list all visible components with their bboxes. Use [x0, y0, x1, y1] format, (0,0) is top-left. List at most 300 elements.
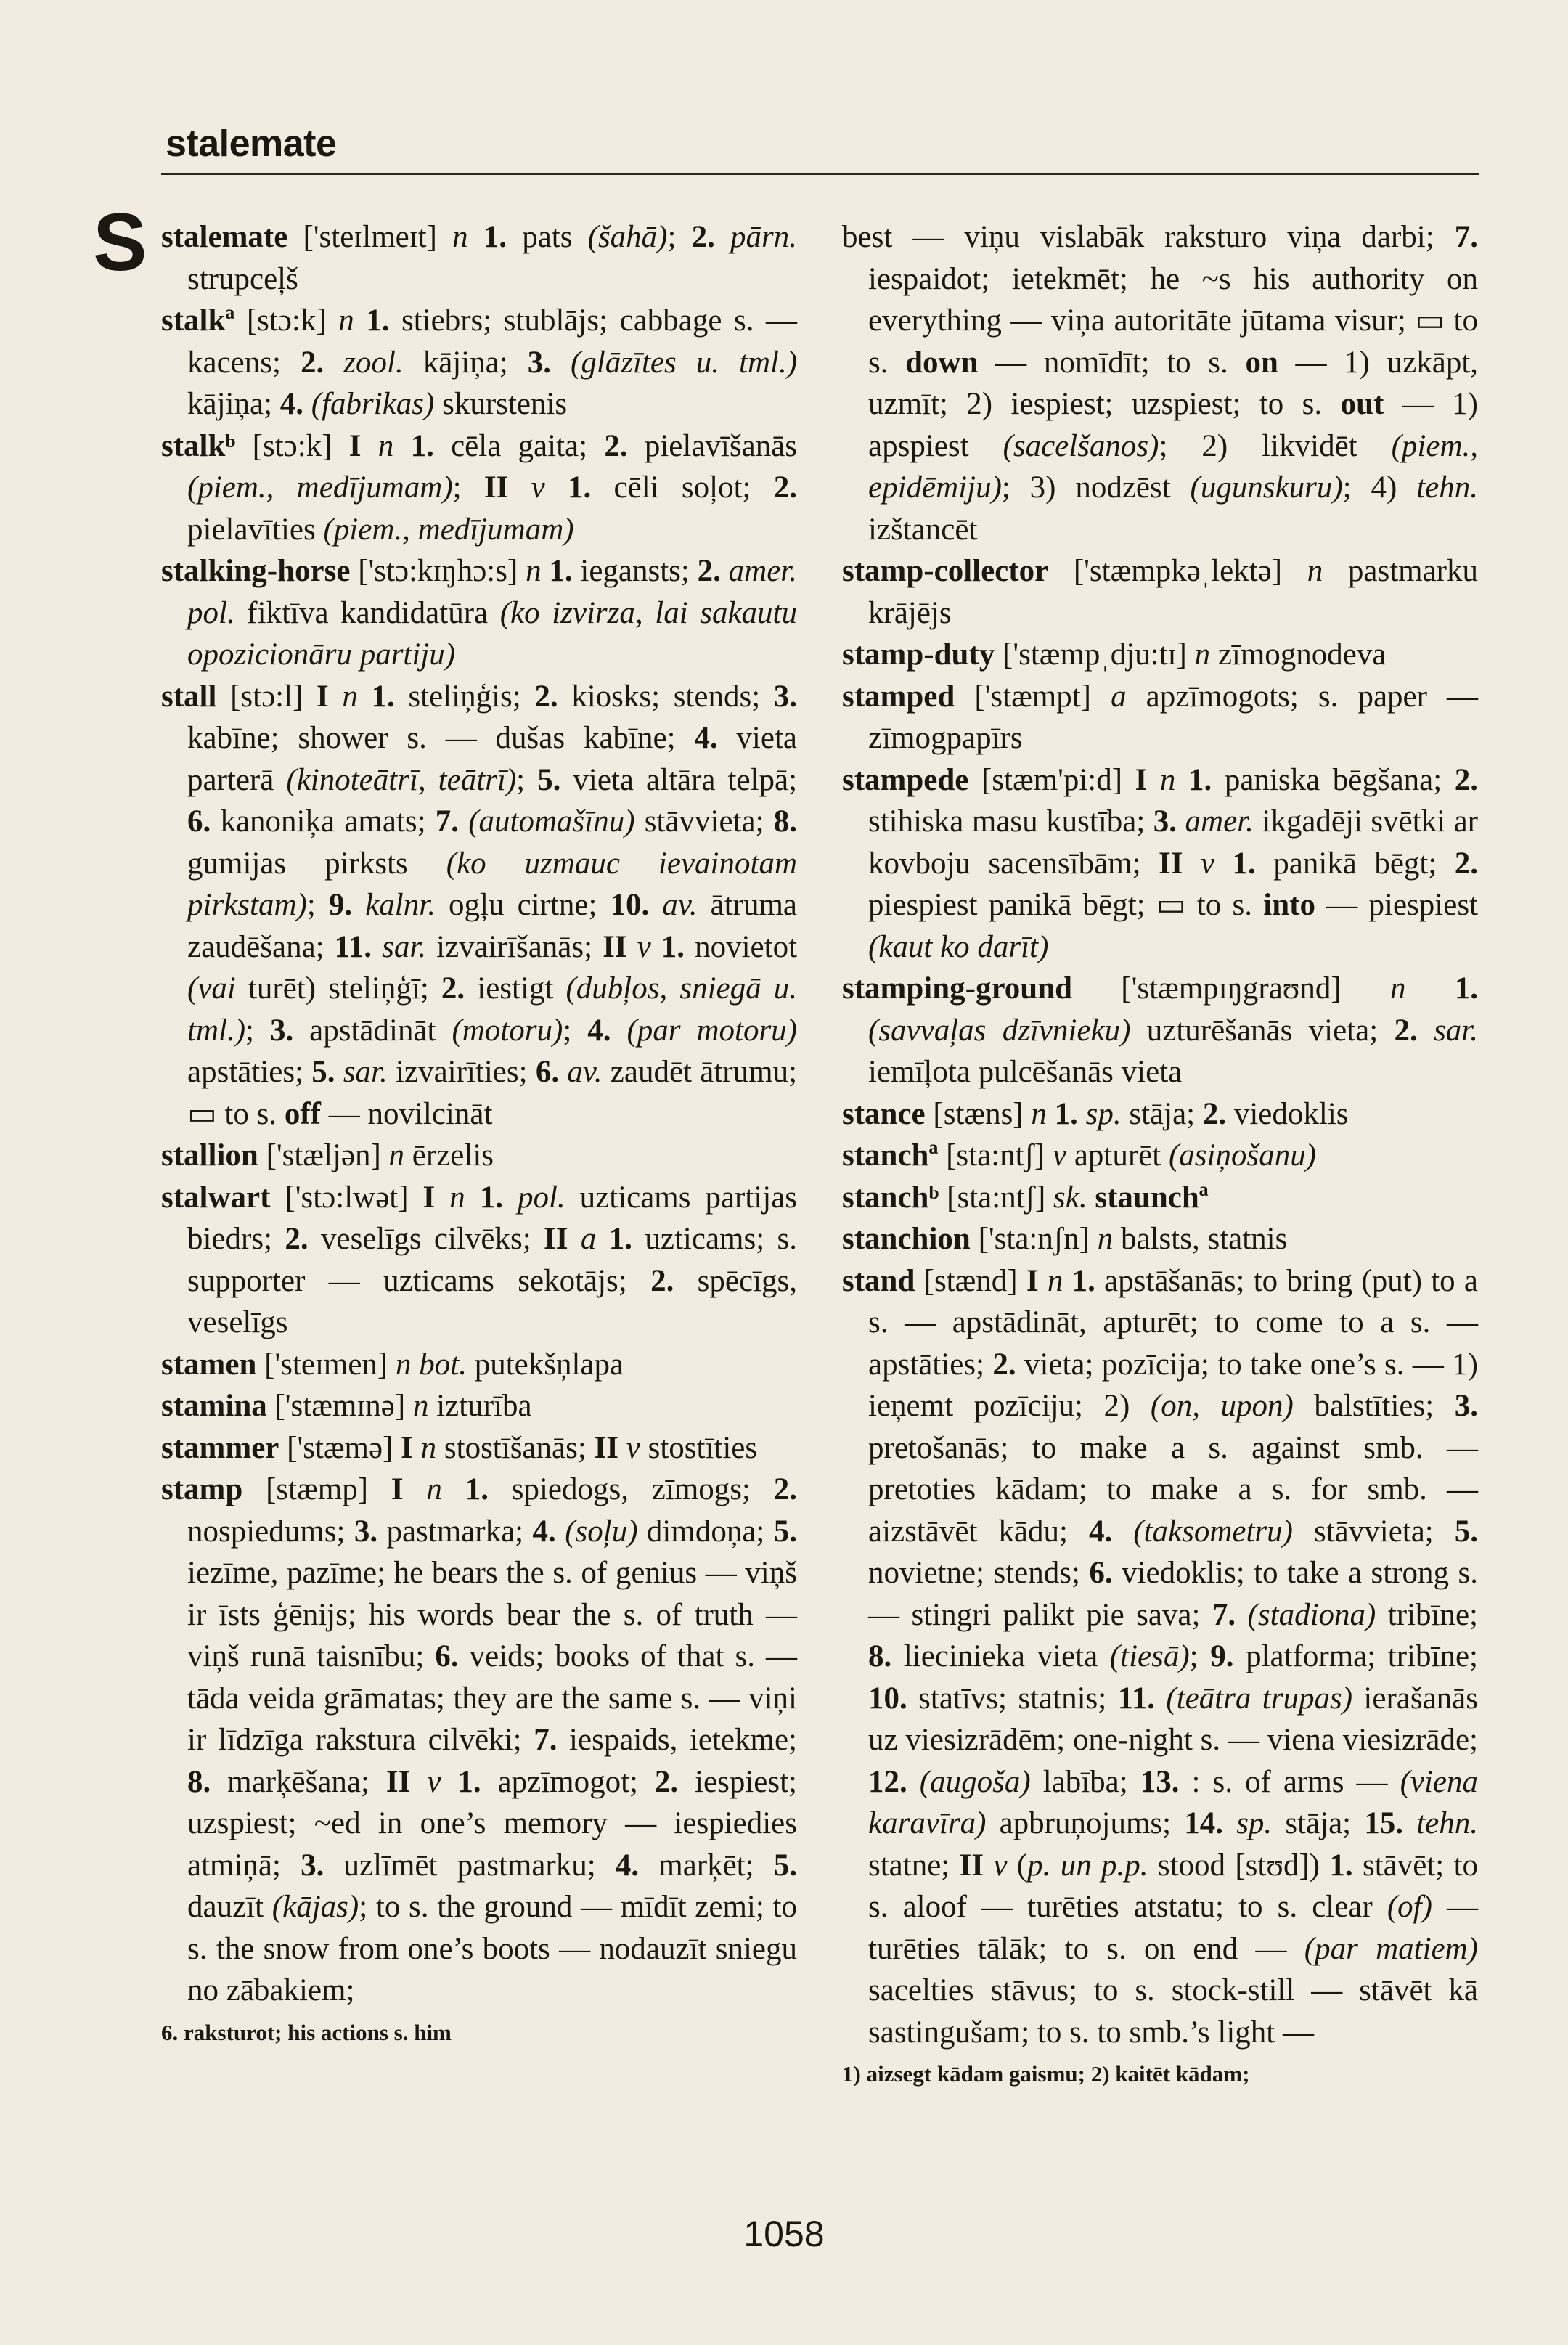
entry-text: 1.	[1232, 846, 1256, 881]
entry-text: 5.	[537, 762, 561, 797]
entry-text	[1039, 1264, 1048, 1298]
entry-text: 2.	[992, 1347, 1016, 1382]
entry-text: av.	[567, 1055, 603, 1089]
entry-text: best — viņu vislabāk raksturo viņa darbi;	[842, 220, 1455, 254]
entry-text: ['stæmə]	[279, 1430, 401, 1465]
entry-text: — piespiest	[1315, 888, 1478, 922]
entry-text: 2.	[691, 220, 715, 254]
entry-text: 3.	[527, 345, 551, 380]
entry-text: pielavīties	[187, 512, 324, 547]
entry-text: vieta altāra telpā;	[560, 762, 798, 797]
entry-text: v	[427, 1764, 441, 1799]
entry-text: (kājas)	[271, 1890, 359, 1924]
entry-text: dauzīt	[187, 1890, 272, 1924]
entry-text: 3.	[1454, 1389, 1478, 1423]
entry-text	[352, 888, 365, 922]
entry-text: ātruma zaudēšana;	[187, 888, 798, 964]
entry-text: (motoru)	[452, 1013, 563, 1048]
entry-text	[468, 220, 483, 254]
entry-text: viedoklis; to take a strong s. — stingri palikt pie sava;	[868, 1556, 1478, 1632]
entry-text	[1112, 1514, 1133, 1549]
entry-text	[651, 930, 661, 964]
entry-text: ;	[306, 888, 329, 922]
left-column	[161, 216, 797, 2053]
entry-text: 5.	[1454, 1514, 1479, 1549]
entry-stanch-b	[842, 1177, 1478, 1219]
entry-text: 15.	[1364, 1806, 1404, 1840]
entry-text: sk.	[1053, 1180, 1087, 1215]
entry-text: panikā bēgt;	[1255, 846, 1455, 881]
entry-text: 1.	[457, 1764, 481, 1799]
entry-text: sp.	[1085, 1096, 1122, 1131]
entry-text: uzturēšanās vieta;	[1130, 1013, 1395, 1048]
headword: stamp	[161, 1472, 243, 1506]
entry-text	[1047, 1097, 1055, 1131]
entry-text	[1087, 1180, 1095, 1215]
entry-text: I	[317, 679, 329, 714]
entry-text	[1147, 763, 1160, 797]
entry-stalemate	[161, 216, 797, 300]
entry-text: 2.	[773, 1472, 798, 1506]
entry-text: iemīļota pulcēšanās vieta	[868, 1055, 1183, 1089]
entry-text: II	[1159, 846, 1183, 881]
entry-text: II	[385, 1764, 411, 1799]
entry-text: n	[420, 1430, 437, 1465]
entry-text	[1078, 1097, 1086, 1131]
entry-text: pastmarku krājējs	[868, 554, 1478, 630]
entry-text: [sta:ntʃ]	[939, 1180, 1054, 1215]
entry-text: I	[422, 1180, 436, 1215]
entry-text	[503, 1180, 518, 1215]
right-column	[842, 216, 1478, 2095]
entry-text: (asiņošanu)	[1168, 1138, 1317, 1172]
entry-text: n bot.	[396, 1347, 467, 1382]
entry-text: n	[412, 1389, 429, 1423]
entry-text: stāvēt; to s. aloof — turēties atstatu; to s. clear	[868, 1848, 1479, 1924]
entry-text: 2.	[300, 345, 324, 380]
entry-text: 10.	[868, 1681, 907, 1716]
entry-text: on	[1245, 345, 1278, 380]
entry-text: liecinieka vieta	[891, 1639, 1110, 1673]
entry-text: — 1) apspiest	[868, 387, 1478, 463]
entry-text: [stɔ:k]	[235, 428, 349, 463]
entry-text: 2.	[441, 971, 465, 1006]
entry-stalking-horse	[161, 550, 797, 676]
entry-text: (augoša)	[919, 1764, 1031, 1799]
entry-stand	[842, 1260, 1478, 2054]
entry-text: labība;	[1030, 1764, 1140, 1799]
entry-text: stiebrs; stublājs; cabbage s. — kacens;	[187, 303, 797, 380]
entry-text: n	[1097, 1222, 1114, 1256]
entry-text	[559, 1055, 567, 1089]
entry-text	[1403, 1806, 1416, 1840]
entry-text: (piem., medījumam)	[323, 512, 574, 547]
entry-text: ogļu cirtne;	[435, 888, 611, 922]
entry-text: 1.	[568, 470, 592, 505]
entry-text: novietne; stends;	[868, 1556, 1090, 1590]
entry-text: skurstenis	[434, 387, 568, 421]
entry-text: putekšņlapa	[466, 1347, 624, 1382]
entry-text: stāvvieta;	[1292, 1514, 1455, 1549]
entry-stamp-collector	[842, 550, 1478, 634]
entry-text: n	[452, 220, 468, 254]
entry-text: v	[1200, 846, 1215, 881]
entry-text: 9.	[1210, 1639, 1234, 1673]
entry-text: 1.	[661, 929, 685, 964]
entry-text: (par matiem)	[1304, 1931, 1478, 1966]
entry-text: [stæns]	[925, 1096, 1032, 1131]
entry-text: (kaut ko darīt)	[868, 929, 1049, 964]
entry-text: II	[544, 1222, 568, 1256]
entry-text: izštancēt	[868, 512, 978, 547]
entry-text	[404, 1472, 427, 1506]
entry-text: (par motoru)	[626, 1013, 797, 1048]
entry-text: 1.	[465, 1472, 489, 1506]
entry-text: [stæmp]	[242, 1472, 391, 1506]
entry-text: (automašīnu)	[468, 804, 635, 839]
entry-text: stihiska masu kustība;	[868, 804, 1153, 839]
entry-text	[1175, 763, 1188, 797]
entry-text: — nomīdīt; to s.	[978, 345, 1246, 380]
entry-text: iegansts;	[572, 554, 698, 588]
entry-text: 5.	[773, 1514, 797, 1549]
left-entry-list	[161, 216, 797, 2012]
headword: stanchᵇ	[842, 1180, 939, 1215]
entry-text: (of)	[1387, 1890, 1432, 1924]
entry-text: n	[449, 1180, 465, 1215]
entry-text	[324, 346, 343, 380]
entry-text: ['sta:nʃn]	[970, 1222, 1098, 1256]
entry-text: II	[603, 929, 627, 964]
entry-text: ['steɪmen]	[256, 1347, 396, 1382]
entry-text: (glāzītes u. tml.)	[571, 345, 798, 380]
entry-text: stood [stʊd])	[1148, 1848, 1330, 1883]
entry-stamp-cont	[842, 216, 1478, 550]
headword: stall	[161, 679, 217, 714]
entry-text: 8.	[868, 1639, 892, 1673]
entry-text: iespaids, ietekme;	[557, 1723, 797, 1757]
entry-text: sar.	[343, 1055, 388, 1089]
entry-text: balstīties;	[1293, 1389, 1455, 1423]
header-rule	[161, 173, 1479, 175]
entry-text: cēli soļot;	[591, 470, 774, 505]
entry-text	[984, 1848, 993, 1883]
section-letter: S	[93, 197, 147, 287]
entry-text: 14.	[1184, 1806, 1223, 1840]
entry-text: (vai	[187, 971, 236, 1006]
entry-text: 4.	[279, 387, 304, 421]
entry-text: 1.	[366, 303, 390, 338]
entry-text: v	[993, 1848, 1008, 1883]
entry-text: steliņģis;	[394, 679, 535, 714]
entry-text	[556, 1514, 565, 1549]
entry-text: (sacelšanos)	[1003, 428, 1159, 463]
entry-text: pats	[507, 220, 588, 254]
headword: stalwart	[161, 1180, 271, 1215]
entry-text: (dubļos, sniegā u. tml.)	[187, 971, 797, 1048]
headword: stamped	[842, 679, 955, 714]
entry-text	[568, 1222, 581, 1256]
entry-text: a	[1111, 679, 1127, 714]
entry-text: sacelties stāvus; to s. stock-still — stāvēt kā sastingušam; to s. to smb.’s light —	[868, 1973, 1478, 2050]
left-column-tail: 6. raksturot; his actions s. him	[161, 2019, 452, 2045]
entry-text: 8.	[773, 804, 797, 839]
entry-text: amer. pol.	[187, 554, 798, 630]
entry-text	[508, 470, 531, 505]
entry-stammer	[161, 1427, 797, 1469]
headword: stanchª	[842, 1138, 939, 1172]
entry-text: 6.	[535, 1055, 560, 1089]
entry-stamped	[842, 676, 1478, 759]
entry-stalk-a	[161, 300, 797, 425]
entry-text: sar.	[382, 929, 427, 964]
entry-text: : s. of arms —	[1179, 1764, 1400, 1799]
headword: stampede	[842, 762, 969, 797]
entry-text	[335, 1055, 343, 1089]
entry-text: 3.	[301, 1848, 324, 1883]
entry-text: 1.	[608, 1222, 633, 1256]
entry-text: stāja;	[1272, 1806, 1365, 1840]
entry-text: av.	[662, 888, 698, 922]
entry-text: apbruņojums;	[986, 1806, 1185, 1840]
entry-text: iezīme, pazīme; he bears the s. of genius — viņš ir īsts ģēnijs; his words bear the s. of truth — viņš runā taisnību;	[187, 1556, 797, 1673]
entry-text: veselīgs cilvēks;	[308, 1222, 544, 1256]
entry-text: ['stɔ:kɪŋhɔ:s]	[350, 554, 526, 588]
entry-stamina	[161, 1385, 797, 1427]
entry-text: ['stæmɪnə]	[266, 1389, 413, 1423]
entry-text: (ugunskuru)	[1190, 470, 1343, 505]
entry-text: ; 3) nodzēst	[1001, 470, 1191, 505]
entry-text: izvairīties;	[387, 1055, 536, 1089]
entry-text	[1405, 971, 1454, 1006]
entry-text: ;	[667, 220, 692, 254]
entry-text: izturība	[428, 1389, 532, 1423]
entry-text	[435, 1180, 449, 1215]
entry-text	[303, 387, 311, 421]
entry-text: (	[1007, 1848, 1028, 1883]
entry-text: n	[342, 679, 358, 714]
entry-text: 6.	[187, 804, 211, 839]
entry-text: viedoklis	[1226, 1096, 1349, 1131]
entry-text: 2.	[1202, 1096, 1227, 1131]
entry-text: 2.	[654, 1764, 679, 1799]
entry-text: 7.	[1212, 1597, 1236, 1632]
headword: stamp-collector	[842, 554, 1049, 588]
entry-text: zīmognodeva	[1210, 637, 1387, 672]
entry-text: zool.	[343, 345, 404, 380]
entry-text: turēt) steliņģī;	[235, 971, 441, 1006]
entry-text: I	[348, 428, 362, 463]
entry-text: kājiņa;	[187, 387, 280, 421]
entry-text: n	[1159, 762, 1176, 797]
entry-text: piespiest panikā bēgt; ▭ to s.	[868, 888, 1264, 922]
headword: stamen	[161, 1347, 257, 1382]
entry-text: — turēties tālāk; to s. on end —	[868, 1890, 1479, 1966]
entry-text: (šahā)	[587, 220, 668, 254]
entry-text: spēcīgs, veselīgs	[187, 1263, 798, 1339]
headword: stanchion	[842, 1222, 971, 1256]
entry-text	[1183, 847, 1201, 881]
entry-text: (fabrikas)	[311, 387, 435, 421]
entry-text: iespiest; uzspiest; ~ed in one’s memory — iespiedies atmiņā;	[187, 1764, 798, 1883]
entry-text: 6.	[1089, 1556, 1113, 1590]
entry-text	[329, 680, 343, 714]
entry-text: n	[1307, 554, 1323, 588]
entry-text: 1.	[479, 1180, 503, 1215]
entry-text: ;	[245, 1013, 270, 1048]
entry-text: (savvaļas dzīvnieku)	[868, 1013, 1131, 1048]
entry-text: ; 2) likvidēt	[1159, 428, 1392, 463]
entry-text: 2.	[1454, 846, 1479, 881]
entry-text: kabīne; shower s. — dušas kabīne;	[187, 721, 695, 755]
entry-text	[1223, 1806, 1236, 1840]
entry-text: ;	[1189, 1639, 1211, 1673]
entry-text: v	[626, 1430, 640, 1465]
entry-stall	[161, 676, 797, 1135]
entry-text: 4.	[694, 721, 718, 755]
entry-text: ikgadēji svētki ar kovboju sacensībām;	[868, 804, 1479, 881]
entry-text: apzīmogots; s. paper — zīmogpapīrs	[868, 679, 1478, 755]
entry-text	[627, 930, 637, 964]
entry-text: uzlīmēt pastmarku;	[324, 1848, 616, 1883]
headword: stalking-horse	[161, 554, 351, 588]
entry-text: 1.	[1329, 1848, 1353, 1883]
entry-text: 3.	[269, 1013, 294, 1048]
entry-stampede	[842, 759, 1478, 968]
entry-text: (on, upon)	[1150, 1389, 1294, 1423]
headword: stalkᵇ	[161, 428, 236, 463]
entry-text	[618, 1431, 626, 1465]
entry-text	[1214, 847, 1232, 881]
entry-text: 4.	[587, 1013, 611, 1048]
entry-text: into	[1263, 888, 1315, 922]
entry-text: — novilcināt	[320, 1096, 493, 1131]
entry-text: ['stæljən]	[258, 1138, 389, 1172]
entry-text: 7.	[435, 804, 459, 839]
entry-text: — 1) uzkāpt, uzmīt; 2) iespiest; uzspiest; to s.	[868, 345, 1479, 421]
entry-text: iespaidot; ietekmēt; he ~s his authority on everything — viņa autoritāte jūtama visur; ▭ to s.	[868, 261, 1478, 380]
entry-text: gumijas pirksts	[187, 846, 446, 881]
entry-text: 7.	[534, 1723, 558, 1757]
entry-text: statīvs; statnis;	[907, 1681, 1118, 1716]
entry-text: pastmarka;	[377, 1514, 533, 1549]
entry-text: sar.	[1434, 1013, 1479, 1048]
entry-text: 12.	[868, 1764, 907, 1799]
entry-text	[459, 804, 468, 839]
entry-text: tehn.	[1416, 470, 1478, 505]
entry-text: ; to s. the ground — mīdīt zemi; to s. the snow from one’s boots — nodauzīt sniegu no zābakiem;	[187, 1890, 797, 2007]
entry-stamping-ground	[842, 968, 1478, 1093]
entry-text: 2.	[650, 1263, 674, 1298]
entry-text: 2.	[534, 679, 558, 714]
entry-text: ;	[452, 470, 484, 505]
entry-text: n	[338, 303, 354, 338]
entry-text: apstādināt	[293, 1013, 452, 1048]
entry-text	[1236, 1598, 1247, 1632]
entry-text: kanoniķa amats;	[211, 804, 436, 839]
entry-text	[410, 1765, 427, 1799]
headword: stance	[842, 1096, 926, 1131]
entry-text: I	[401, 1430, 413, 1465]
entry-text: 3.	[773, 679, 798, 714]
entry-text: dimdoņa;	[637, 1514, 774, 1549]
entry-text: (taksometru)	[1133, 1514, 1293, 1549]
entry-text: n	[526, 554, 542, 588]
entry-text: staunchª	[1095, 1180, 1209, 1215]
entry-text: 4.	[532, 1514, 556, 1549]
entry-text: 1.	[1054, 1096, 1078, 1131]
entry-text	[354, 303, 367, 338]
entry-text	[1063, 1264, 1071, 1298]
entry-text	[442, 1472, 465, 1506]
entry-text: n	[377, 428, 394, 463]
entry-text: novietot	[685, 929, 798, 964]
entry-text: izvairīšanās;	[426, 929, 603, 964]
entry-text: stāvvieta;	[634, 804, 774, 839]
entry-text: pielavīšanās	[627, 428, 798, 463]
entry-text: v	[531, 470, 545, 505]
entry-text: 1.	[1454, 971, 1478, 1006]
entry-text: uzticams partijas biedrs;	[187, 1180, 798, 1256]
entry-stallion	[161, 1135, 797, 1177]
entry-stamen	[161, 1344, 797, 1386]
entry-text: II	[483, 470, 509, 505]
entry-text: stostīšanās;	[436, 1430, 595, 1465]
entry-text	[413, 1431, 421, 1465]
entry-text	[1155, 1681, 1166, 1716]
entry-text: v	[637, 929, 651, 964]
entry-text: apstāšanās; to bring (put) to a s. — apstādināt, apturēt; to come to a s. — apstāties;	[868, 1263, 1478, 1382]
entry-text: I	[1135, 762, 1148, 797]
right-entry-list	[842, 216, 1478, 2053]
entry-text	[542, 554, 550, 588]
entry-text: I	[391, 1472, 404, 1506]
entry-text	[1177, 804, 1185, 839]
entry-text: kājiņa;	[403, 345, 528, 380]
entry-text: 5.	[311, 1055, 335, 1089]
entry-text	[372, 930, 382, 964]
entry-text: 2.	[1394, 1013, 1418, 1048]
entry-text	[545, 470, 568, 505]
entry-stalwart	[161, 1177, 797, 1344]
entry-text: apzīmogot;	[481, 1764, 655, 1799]
entry-text	[611, 1014, 626, 1048]
entry-text: ;	[516, 762, 538, 797]
entry-text	[441, 1765, 457, 1799]
entry-text: out	[1340, 387, 1384, 421]
entry-text: 2.	[285, 1222, 309, 1256]
entry-text: fiktīva kandidatūra	[234, 595, 500, 630]
entry-text: (kinoteātrī, teātrī)	[286, 762, 517, 797]
entry-text: 7.	[1454, 220, 1478, 254]
headword: stalemate	[161, 220, 288, 254]
entry-text: p. un p.p.	[1027, 1848, 1148, 1883]
entry-text: 11.	[1117, 1681, 1155, 1716]
entry-text: n	[426, 1472, 442, 1506]
entry-text: 1.	[371, 679, 395, 714]
entry-text: (stadiona)	[1247, 1597, 1376, 1632]
entry-text: ['steɪlmeɪt]	[287, 220, 453, 254]
entry-text: kalnr.	[365, 888, 436, 922]
entry-text: I	[1026, 1263, 1039, 1298]
entry-text: amer.	[1185, 804, 1254, 839]
entry-text: 1.	[483, 220, 507, 254]
entry-stance	[842, 1093, 1478, 1135]
entry-stanch-a	[842, 1135, 1478, 1177]
entry-text: 2.	[1454, 762, 1479, 797]
entry-text: 4.	[1088, 1514, 1113, 1549]
entry-text: 1.	[549, 554, 573, 588]
